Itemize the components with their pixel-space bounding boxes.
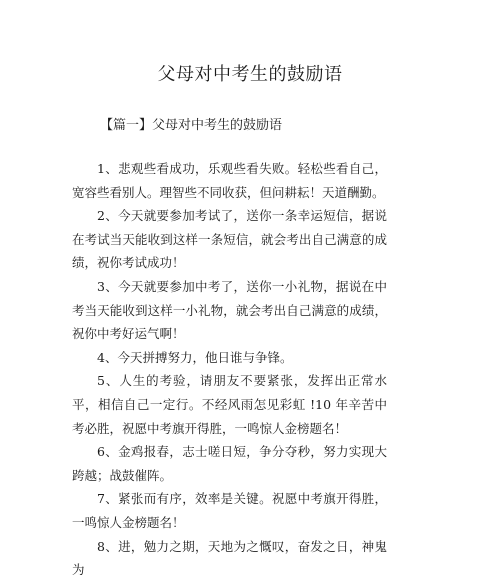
paragraph-7: 7、紧张而有序，效率是关键。祝愿中考旗开得胜，一鸣惊人金榜题名！: [72, 491, 387, 530]
paragraph-6: 6、金鸡报春，志士嗟日短，争分夺秒，努力实现大跨越；战鼓催阵。: [72, 444, 387, 483]
paragraph-2: 2、今天就要参加考试了，送你一条幸运短信，据说在考试当天能收到这样一条短信，就会考出自己满意的成绩，祝你考试成功！: [72, 208, 387, 271]
paragraph-1: 1、悲观些看成功，乐观些看失败。轻松些看自己，宽容些看别人。理智些不同收获，但问耕耘！天道酬勤。: [72, 161, 387, 200]
paragraph-5: 5、人生的考验，请朋友不要紧张，发挥出正常水平，相信自己一定行。不经风雨怎见彩虹 !10 年辛苦中考必胜，祝愿中考旗开得胜，一鸣惊人金榜题名！: [72, 373, 387, 436]
paragraph-3: 3、今天就要参加中考了，送你一小礼物，据说在中考当天能收到这样一小礼物，就会考出自己满意的成绩，祝你中考好运气啊！: [72, 278, 387, 342]
paragraph-8: 8、进，勉力之期，天地为之慨叹，奋发之日，神鬼为: [72, 538, 387, 578]
section-heading: 【篇一】父母对中考生的鼓励语: [100, 118, 283, 133]
document-title: 父母对中考生的鼓励语: [157, 64, 343, 85]
document-body: [72, 157, 387, 582]
paragraph-4: 4、今天拼搏努力，他日谁与争锋。: [97, 349, 293, 365]
